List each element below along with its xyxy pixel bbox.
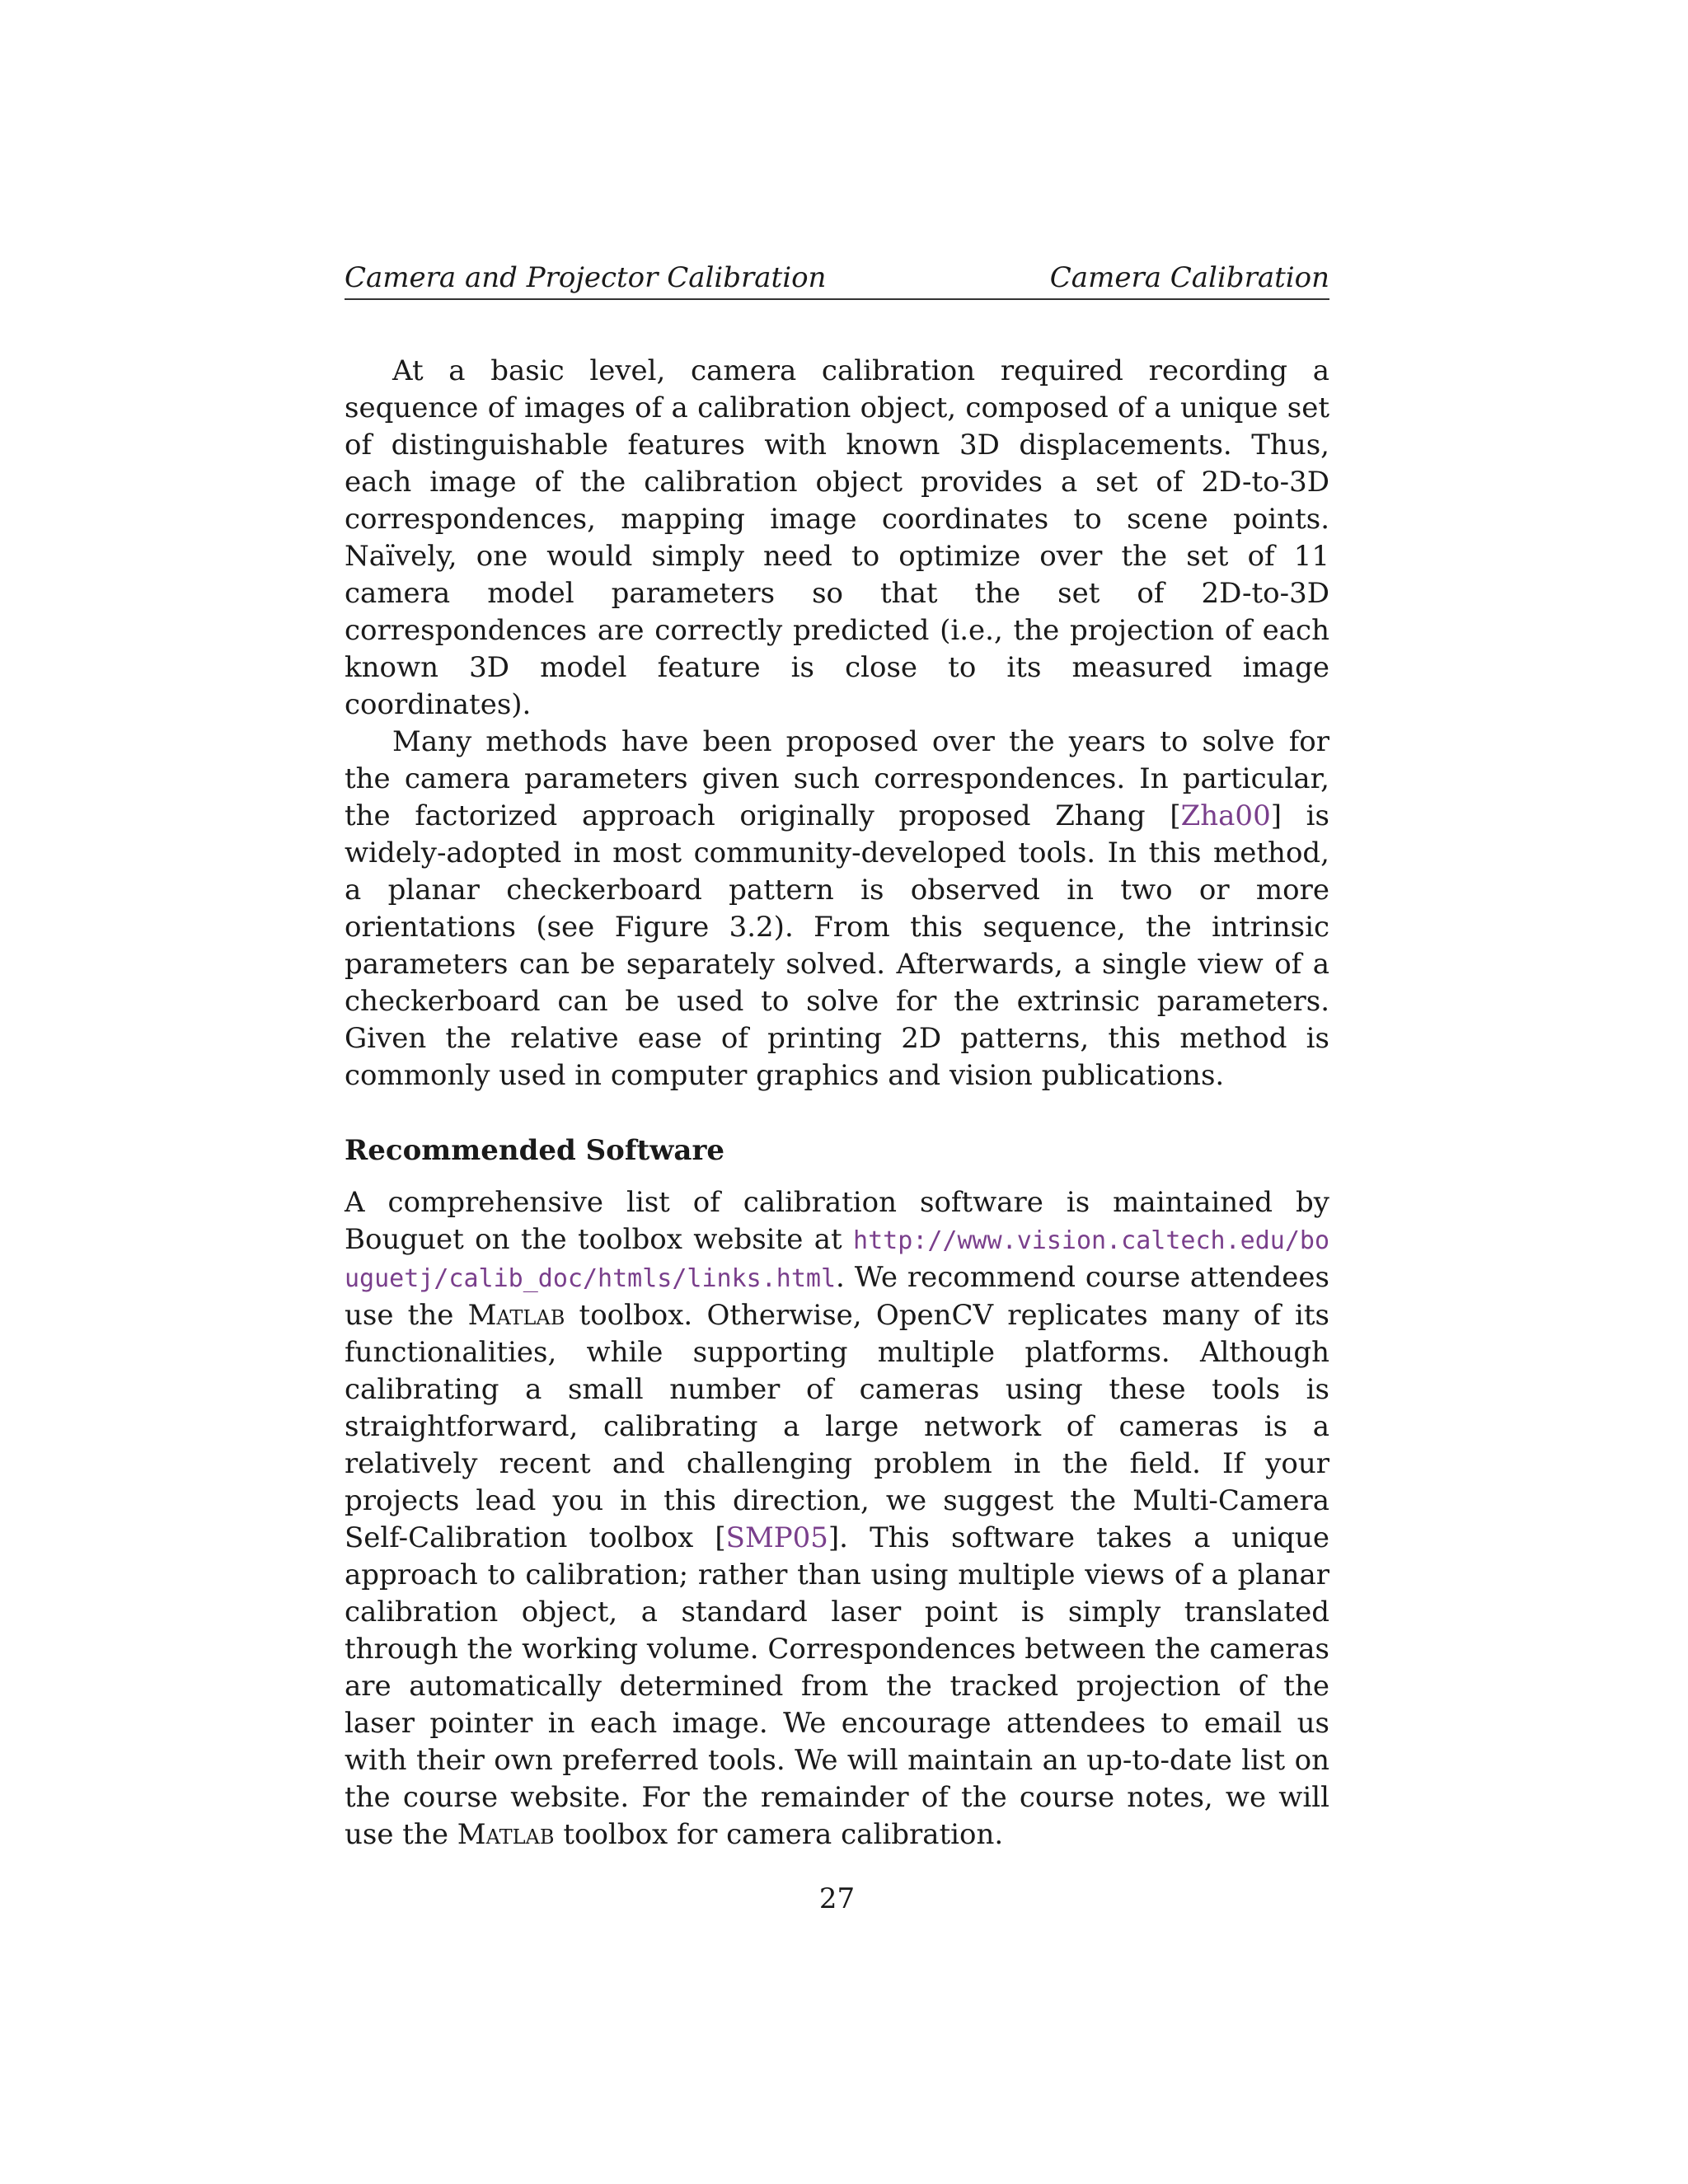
body-text [345,353,1329,1854]
citation-link-zha00[interactable]: Zha00 [1180,799,1271,832]
citation-link-smp05[interactable]: SMP05 [725,1521,828,1554]
paragraph-text: Many methods have been proposed over the years to solve for the camera parameters given such correspondences. In particular, the factorized approach originally proposed Zhang [ [345,725,1329,832]
page-number: 27 [818,1882,856,1915]
paragraph-text: A comprehensive list of calibration software is maintained by Bouguet on the toolbox website at [345,1186,1329,1256]
paragraph-calibration-basics: At a basic level, camera calibration required recording a sequence of images of a calibration object, composed of a unique set of distinguishable features with known 3D displacements. Thus, each image of the calibration object provides a set of 2D-to-3D correspondences, mapping image coordinates to scene points. Naïvely, one would simply need to optimize over the set of 11 camera model parameters so that the set of 2D-to-3D correspondences are correctly predicted (i.e., the projection of each known 3D model feature is close to its measured image coordinates). [345,354,1329,721]
paragraph-text: ] is widely-adopted in most community-developed tools. In this method, a planar checkerboard pattern is observed in two or more orientations (see Figure 3.2). From this sequence, the intrinsic parameters can be separately solved. Afterwards, a single view of a checkerboard can be used to solve for the extrinsic parameters. Given the relative ease of printing 2D patterns, this method is commonly used in computer graphics and vision publications. [345,799,1329,1092]
paragraph-recommended-software [345,1184,1329,1854]
document-page [345,0,1329,2184]
matlab-name: Matlab [457,1818,555,1851]
paragraph-text: ]. This software takes a unique approach to calibration; rather than using multiple views of a planar calibration object, a standard laser point is simply translated through the working volume. Correspondences between the cameras are automatically determined from the tracked projection of the laser pointer in each image. We encourage attendees to email us with their own preferred tools. We will maintain an up-to-date list on the course website. For the remainder of the course notes, we will use the [345,1521,1329,1851]
header-chapter-title: Camera and Projector Calibration [345,261,827,294]
paragraph-text: toolbox for camera calibration. [554,1818,1004,1851]
running-header [345,257,1329,300]
paragraph-text: toolbox. Otherwise, OpenCV replicates many of its functionalities, while supporting multiple platforms. Although calibrating a small number of cameras using these tools is straightforward, calibrating a large network of cameras is a relatively recent and challenging problem in the field. If your projects lead you in this direction, we suggest the Multi-Camera Self-Calibration toolbox [ [345,1299,1329,1554]
matlab-name: Matlab [467,1299,565,1332]
header-section-title: Camera Calibration [1049,261,1329,294]
section-heading: Recommended Software [345,1134,724,1167]
paragraph-text: . We recommend course attendees use the [345,1261,1329,1332]
url-link-bouguet-toolbox[interactable]: http://www.vision.caltech.edu/bouguetj/calib_doc/htmls/links.html [345,1226,1329,1293]
paragraph-calibration-methods [345,724,1329,1094]
